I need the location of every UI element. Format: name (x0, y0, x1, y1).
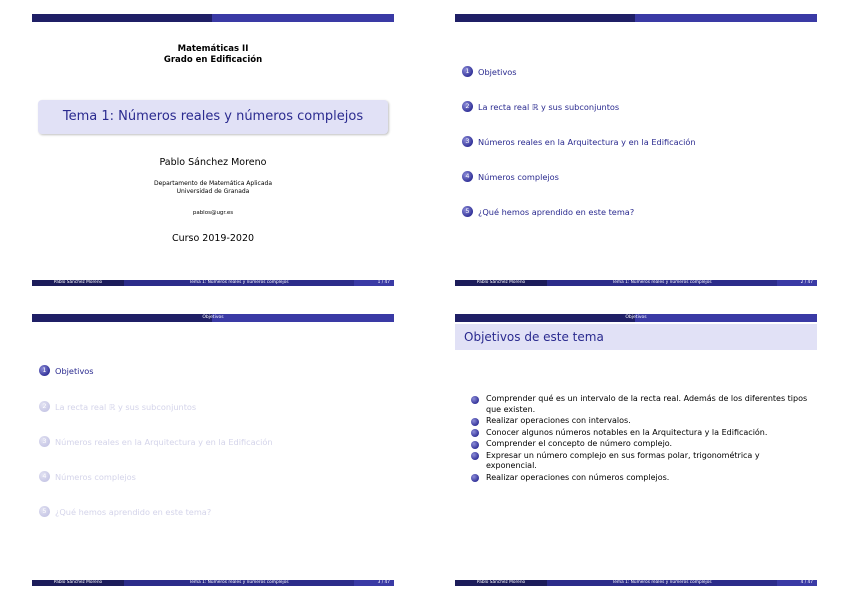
bullet-icon (471, 418, 479, 426)
top-bar (32, 14, 394, 22)
section-label: Objetivos (202, 315, 224, 320)
footer-title: Tema 1: Números reales y números complejos (124, 580, 354, 586)
footer-title: Tema 1: Números reales y números complejos (124, 280, 354, 286)
toc-item[interactable]: 3 Números reales en la Arquitectura y en la Edificación (39, 436, 273, 447)
toc-item[interactable]: 1 Objetivos (462, 66, 517, 77)
toc-item[interactable]: 2 La recta real ℝ y sus subconjuntos (462, 101, 619, 112)
footer-title: Tema 1: Números reales y números complejos (547, 280, 777, 286)
toc-item[interactable]: 4 Números complejos (462, 171, 559, 182)
degree-name: Grado en Edificación (163, 55, 263, 65)
footer-author: Pablo Sánchez Moreno (455, 280, 547, 286)
footer (32, 580, 394, 586)
footer-author: Pablo Sánchez Moreno (32, 280, 124, 286)
academic-year: Curso 2019-2020 (171, 233, 255, 244)
list-item: Expresar un número complejo en sus formas polar, trigonométrica y exponencial. (471, 451, 811, 472)
numbered-bullet-icon: 1 (39, 365, 50, 376)
department: Departamento de Matemática Aplicada (154, 180, 272, 187)
frame-title: Objetivos de este tema (455, 324, 817, 350)
numbered-bullet-icon: 1 (462, 66, 473, 77)
footer (455, 580, 817, 586)
toc-item[interactable]: 5 ¿Qué hemos aprendido en este tema? (39, 506, 211, 517)
toc-item[interactable]: 2 La recta real ℝ y sus subconjuntos (39, 401, 196, 412)
section-label: Objetivos (625, 315, 647, 320)
numbered-bullet-icon: 3 (462, 136, 473, 147)
toc-item[interactable]: 1 Objetivos (39, 365, 94, 376)
top-bar (32, 314, 394, 322)
numbered-bullet-icon: 3 (39, 436, 50, 447)
footer (455, 280, 817, 286)
footer-title: Tema 1: Números reales y números complejos (547, 580, 777, 586)
bullet-icon (471, 429, 479, 437)
footer-page: 3 / 47 (354, 580, 394, 586)
bullet-icon (471, 474, 479, 482)
numbered-bullet-icon: 2 (39, 401, 50, 412)
slide-objectives (455, 314, 817, 586)
footer-page: 2 / 47 (777, 280, 817, 286)
footer-page: 4 / 47 (777, 580, 817, 586)
list-item: Conocer algunos números notables en la Arquitectura y la Edificación. (471, 428, 811, 439)
course-name: Matemáticas II (177, 44, 249, 54)
top-bar (455, 14, 817, 22)
objectives-list (471, 394, 811, 484)
bullet-icon (471, 396, 479, 404)
toc-item[interactable]: 3 Números reales en la Arquitectura y en la Edificación (462, 136, 696, 147)
top-bar (455, 314, 817, 322)
numbered-bullet-icon: 2 (462, 101, 473, 112)
numbered-bullet-icon: 5 (462, 206, 473, 217)
list-item: Realizar operaciones con intervalos. (471, 416, 811, 427)
email: pablos@ugr.es (192, 210, 234, 216)
bullet-icon (471, 441, 479, 449)
numbered-bullet-icon: 5 (39, 506, 50, 517)
list-item: Comprender qué es un intervalo de la recta real. Además de los diferentes tipos que existen. (471, 394, 811, 415)
toc-item[interactable]: 5 ¿Qué hemos aprendido en este tema? (462, 206, 634, 217)
numbered-bullet-icon: 4 (462, 171, 473, 182)
numbered-bullet-icon: 4 (39, 471, 50, 482)
footer-page: 1 / 47 (354, 280, 394, 286)
list-item: Realizar operaciones con números complejos. (471, 473, 811, 484)
footer (32, 280, 394, 286)
footer-author: Pablo Sánchez Moreno (32, 580, 124, 586)
slide-toc-current (32, 314, 394, 586)
author-name: Pablo Sánchez Moreno (159, 157, 267, 168)
university: Universidad de Granada (176, 188, 250, 195)
toc-item[interactable]: 4 Números complejos (39, 471, 136, 482)
list-item: Comprender el concepto de número complejo. (471, 439, 811, 450)
footer-author: Pablo Sánchez Moreno (455, 580, 547, 586)
bullet-icon (471, 452, 479, 460)
slide-toc (455, 14, 817, 286)
title-box: Tema 1: Números reales y números complejos (38, 100, 388, 134)
slide-title (32, 14, 394, 286)
